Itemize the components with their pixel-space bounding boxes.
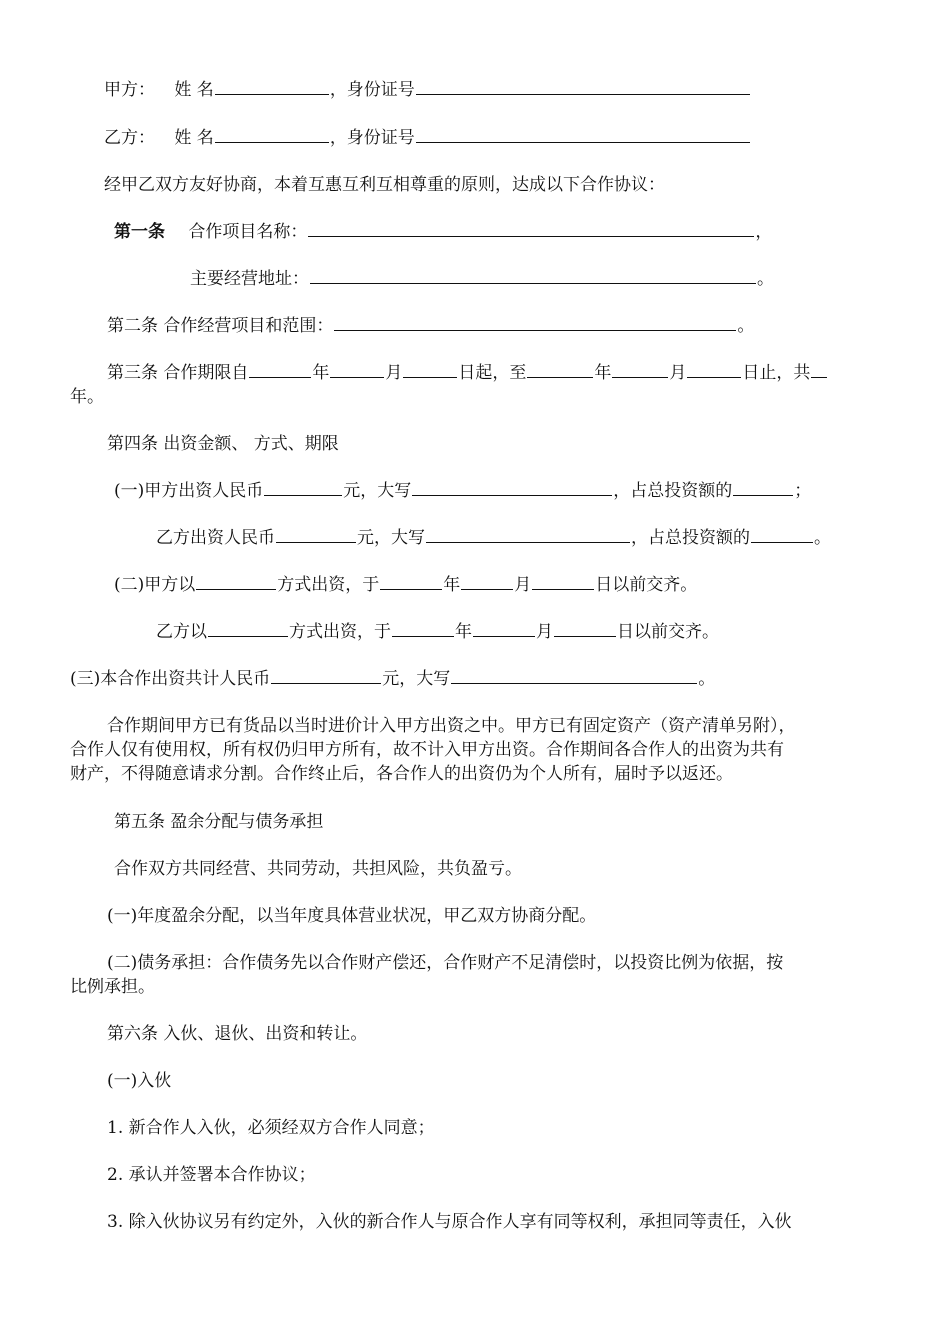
article4-para-line3: 财产，不得随意请求分割。合作终止后，各合作人的出资仍为个人所有，届时予以返还。 xyxy=(70,764,733,784)
start-month-field[interactable] xyxy=(330,362,384,378)
party-a-day-field[interactable] xyxy=(532,574,594,590)
address-row xyxy=(190,268,774,290)
party-a-row xyxy=(104,79,751,101)
address-field[interactable] xyxy=(310,268,756,284)
item2b-mid: 方式出资，于 xyxy=(289,622,391,642)
item1a-yuan: 元，大写 xyxy=(343,481,412,501)
party-b-name-label: 姓 名 xyxy=(174,128,214,148)
item2b-year: 年 xyxy=(455,622,472,642)
party-a-year-field[interactable] xyxy=(380,574,442,590)
party-a-label: 甲方： xyxy=(104,80,155,100)
address-end: 。 xyxy=(757,269,774,289)
article4-item1b xyxy=(156,527,831,549)
article5-title: 第五条 盈余分配与债务承担 xyxy=(114,812,324,832)
year2-label: 年 xyxy=(594,363,612,383)
article3-row xyxy=(107,362,828,384)
day-from-label: 日起，至 xyxy=(458,363,527,383)
party-a-method-field[interactable] xyxy=(196,574,276,590)
party-a-id-label: ，身份证号 xyxy=(329,80,415,100)
article6-item2: 2. 承认并签署本合作协议； xyxy=(107,1165,316,1185)
party-b-id-label: ，身份证号 xyxy=(329,128,415,148)
article5-line2: (一)年度盈余分配，以当年度具体营业状况，甲乙双方协商分配。 xyxy=(107,906,597,926)
project-name-end: ， xyxy=(755,222,773,242)
article2-text: 第二条 合作经营项目和范围： xyxy=(107,316,334,336)
article1-row xyxy=(114,221,772,243)
article6-item3: 3. 除入伙协议另有约定外，入伙的新合作人与原合作人享有同等权利，承担同等责任，入伙 xyxy=(107,1212,792,1232)
article6-title: 第六条 入伙、退伙、出资和转让。 xyxy=(107,1024,368,1044)
year-label: 年 xyxy=(312,363,330,383)
intro-text: 经甲乙双方友好协商，本着互惠互利互相尊重的原则，达成以下合作协议： xyxy=(104,175,665,195)
party-b-method-field[interactable] xyxy=(208,621,288,637)
party-b-name-field[interactable] xyxy=(215,127,329,143)
article3-start: 第三条 合作期限自 xyxy=(107,363,249,383)
party-b-amount-words-field[interactable] xyxy=(426,527,630,543)
item2b-end: 日以前交齐。 xyxy=(617,622,719,642)
item2a-prefix: (二)甲方以 xyxy=(114,575,196,595)
item2a-year: 年 xyxy=(443,575,461,595)
party-b-label: 乙方： xyxy=(104,128,155,148)
item1a-end: ； xyxy=(794,481,812,501)
total-amount-field[interactable] xyxy=(271,668,381,684)
item2a-end: 日以前交齐。 xyxy=(595,575,698,595)
article6-sub1: (一)入伙 xyxy=(107,1071,172,1091)
project-name-label: 合作项目名称： xyxy=(188,222,308,242)
party-a-name-label: 姓 名 xyxy=(174,80,214,100)
article4-item3 xyxy=(70,668,715,690)
article4-title: 第四条 出资金额、 方式、期限 xyxy=(107,434,339,454)
party-a-id-field[interactable] xyxy=(416,79,750,95)
item1a-ratio: ，占总投资额的 xyxy=(613,481,733,501)
article2-field[interactable] xyxy=(334,315,736,331)
party-b-row xyxy=(104,127,751,149)
party-b-ratio-field[interactable] xyxy=(751,527,813,543)
item3-end: 。 xyxy=(698,669,716,689)
item2a-mid: 方式出资，于 xyxy=(277,575,380,595)
party-a-month-field[interactable] xyxy=(461,574,513,590)
end-month-field[interactable] xyxy=(612,362,668,378)
article6-item1: 1. 新合作人入伙，必须经双方合作人同意； xyxy=(107,1118,435,1138)
item1b-yuan: 元，大写 xyxy=(357,528,425,548)
month2-label: 月 xyxy=(669,363,687,383)
address-label: 主要经营地址： xyxy=(190,269,309,289)
item3-prefix: (三)本合作出资共计人民币 xyxy=(70,669,271,689)
article2-end: 。 xyxy=(737,316,755,336)
item2b-month: 月 xyxy=(536,622,553,642)
month-label: 月 xyxy=(385,363,403,383)
project-name-field[interactable] xyxy=(308,221,754,237)
item1b-end: 。 xyxy=(814,528,831,548)
party-a-amount-words-field[interactable] xyxy=(412,480,612,496)
article4-para-line2: 合作人仅有使用权，所有权仍归甲方所有，故不计入甲方出资。合作期间各合作人的出资为共有 xyxy=(70,740,784,760)
item2b-prefix: 乙方以 xyxy=(156,622,207,642)
day-to-label: 日止，共 xyxy=(742,363,811,383)
article1-title: 第一条 xyxy=(114,222,165,242)
party-a-amount-field[interactable] xyxy=(264,480,342,496)
article5-line1: 合作双方共同经营、共同劳动，共担风险，共负盈亏。 xyxy=(114,859,522,879)
article3-tail: 年。 xyxy=(70,387,104,407)
end-year-field[interactable] xyxy=(527,362,593,378)
article5-line3b: 比例承担。 xyxy=(70,977,155,997)
article4-item2b xyxy=(156,621,719,643)
item2a-month: 月 xyxy=(514,575,532,595)
party-b-year-field[interactable] xyxy=(392,621,454,637)
party-b-id-field[interactable] xyxy=(416,127,750,143)
article2-row xyxy=(107,315,754,337)
article4-item1a xyxy=(114,480,811,502)
item3-yuan: 元，大写 xyxy=(382,669,451,689)
item1b-prefix: 乙方出资人民币 xyxy=(156,528,275,548)
party-b-month-field[interactable] xyxy=(473,621,535,637)
item1a-prefix: (一)甲方出资人民币 xyxy=(114,481,264,501)
start-year-field[interactable] xyxy=(249,362,311,378)
start-day-field[interactable] xyxy=(403,362,457,378)
total-amount-words-field[interactable] xyxy=(451,668,697,684)
article4-para-line1: 合作期间甲方已有货品以当时进价计入甲方出资之中。甲方已有固定资产（资产清单另附）， xyxy=(107,716,796,736)
party-a-ratio-field[interactable] xyxy=(733,480,793,496)
item1b-ratio: ，占总投资额的 xyxy=(631,528,750,548)
article4-item2a xyxy=(114,574,697,596)
party-a-name-field[interactable] xyxy=(215,79,329,95)
party-b-amount-field[interactable] xyxy=(276,527,356,543)
total-years-field[interactable] xyxy=(811,362,827,378)
end-day-field[interactable] xyxy=(687,362,741,378)
party-b-day-field[interactable] xyxy=(554,621,616,637)
article5-line3a: (二)债务承担：合作债务先以合作财产偿还，合作财产不足清偿时，以投资比例为依据，按 xyxy=(107,953,784,973)
